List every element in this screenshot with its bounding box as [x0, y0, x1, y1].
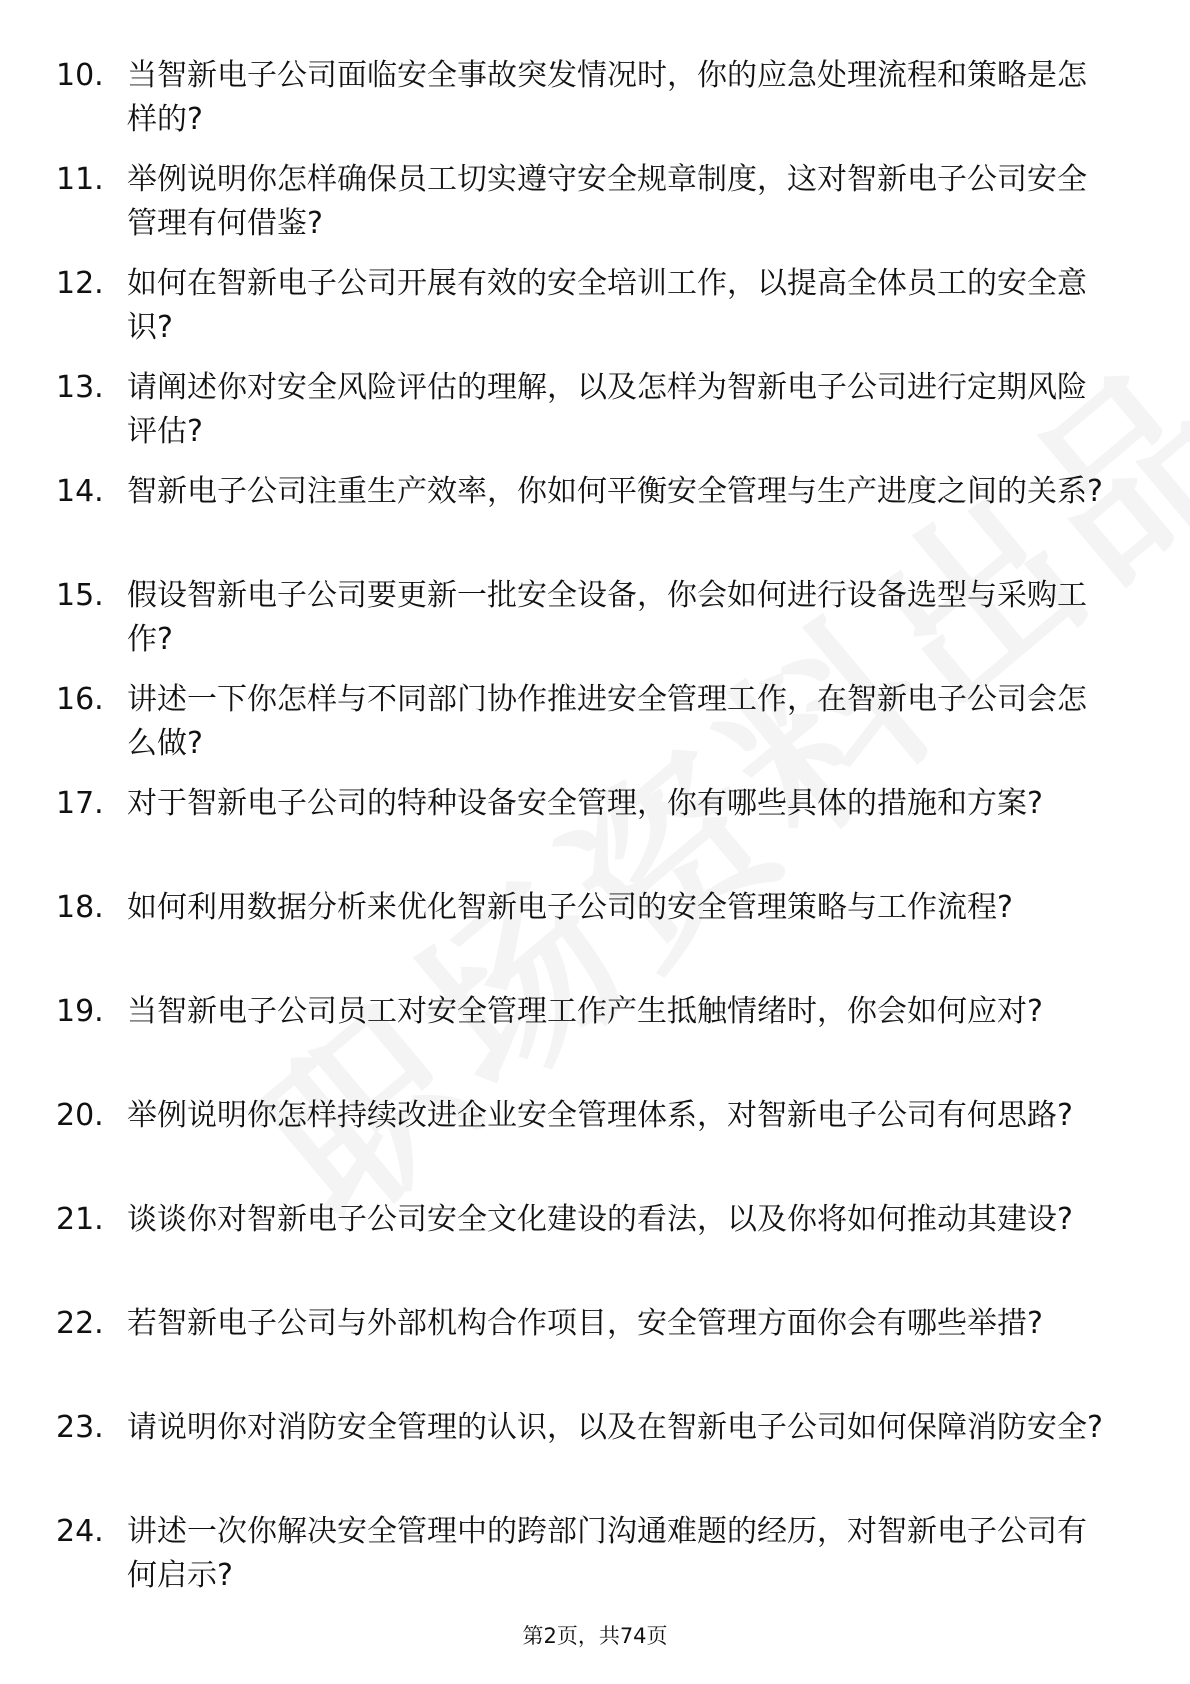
- question-text: 讲述一下你怎样与不同部门协作推进安全管理工作，在智新电子公司会怎么做?: [127, 682, 1087, 761]
- question-item: [0, 574, 1190, 678]
- question-text: 如何利用数据分析来优化智新电子公司的安全管理策略与工作流程?: [127, 890, 1013, 925]
- question-text: 请阐述你对安全风险评估的理解，以及怎样为智新电子公司进行定期风险评估?: [127, 370, 1087, 449]
- question-text: 当智新电子公司员工对安全管理工作产生抵触情绪时，你会如何应对?: [127, 994, 1043, 1029]
- question-number: 13.: [56, 370, 104, 405]
- question-number: 23.: [56, 1410, 104, 1445]
- question-text: 若智新电子公司与外部机构合作项目，安全管理方面你会有哪些举措?: [127, 1306, 1043, 1341]
- question-item: [0, 54, 1190, 158]
- question-number: 24.: [56, 1514, 104, 1549]
- question-item: [0, 470, 1190, 574]
- question-number: 17.: [56, 786, 104, 821]
- question-number: 12.: [56, 266, 104, 301]
- question-text: 谈谈你对智新电子公司安全文化建设的看法，以及你将如何推动其建设?: [127, 1202, 1073, 1237]
- question-item: [0, 1094, 1190, 1198]
- question-number: 11.: [56, 162, 104, 197]
- question-item: [0, 1198, 1190, 1302]
- question-item: [0, 782, 1190, 886]
- question-text: 对于智新电子公司的特种设备安全管理，你有哪些具体的措施和方案?: [127, 786, 1043, 821]
- question-text: 请说明你对消防安全管理的认识，以及在智新电子公司如何保障消防安全?: [127, 1410, 1103, 1445]
- question-number: 14.: [56, 474, 104, 509]
- question-text: 讲述一次你解决安全管理中的跨部门沟通难题的经历，对智新电子公司有何启示?: [127, 1514, 1087, 1593]
- question-number: 10.: [56, 58, 104, 93]
- question-text: 假设智新电子公司要更新一批安全设备，你会如何进行设备选型与采购工作?: [127, 578, 1087, 657]
- page-footer: [0, 1621, 1190, 1651]
- question-item: [0, 1510, 1190, 1614]
- page-number-label: 第2页，共74页: [522, 1624, 668, 1648]
- question-number: 15.: [56, 578, 104, 613]
- question-item: [0, 990, 1190, 1094]
- question-item: [0, 158, 1190, 262]
- question-item: [0, 886, 1190, 990]
- question-item: [0, 1406, 1190, 1510]
- question-text: 举例说明你怎样确保员工切实遵守安全规章制度，这对智新电子公司安全管理有何借鉴?: [127, 162, 1087, 241]
- question-list: [0, 54, 1190, 1614]
- question-item: [0, 1302, 1190, 1406]
- question-text: 如何在智新电子公司开展有效的安全培训工作，以提高全体员工的安全意识?: [127, 266, 1087, 345]
- question-text: 举例说明你怎样持续改进企业安全管理体系，对智新电子公司有何思路?: [127, 1098, 1073, 1133]
- question-text: 智新电子公司注重生产效率，你如何平衡安全管理与生产进度之间的关系?: [127, 474, 1103, 509]
- question-number: 16.: [56, 682, 104, 717]
- question-item: [0, 262, 1190, 366]
- question-number: 22.: [56, 1306, 104, 1341]
- question-text: 当智新电子公司面临安全事故突发情况时，你的应急处理流程和策略是怎样的?: [127, 58, 1087, 137]
- question-item: [0, 678, 1190, 782]
- question-number: 18.: [56, 890, 104, 925]
- question-number: 19.: [56, 994, 104, 1029]
- question-item: [0, 366, 1190, 470]
- question-number: 21.: [56, 1202, 104, 1237]
- question-number: 20.: [56, 1098, 104, 1133]
